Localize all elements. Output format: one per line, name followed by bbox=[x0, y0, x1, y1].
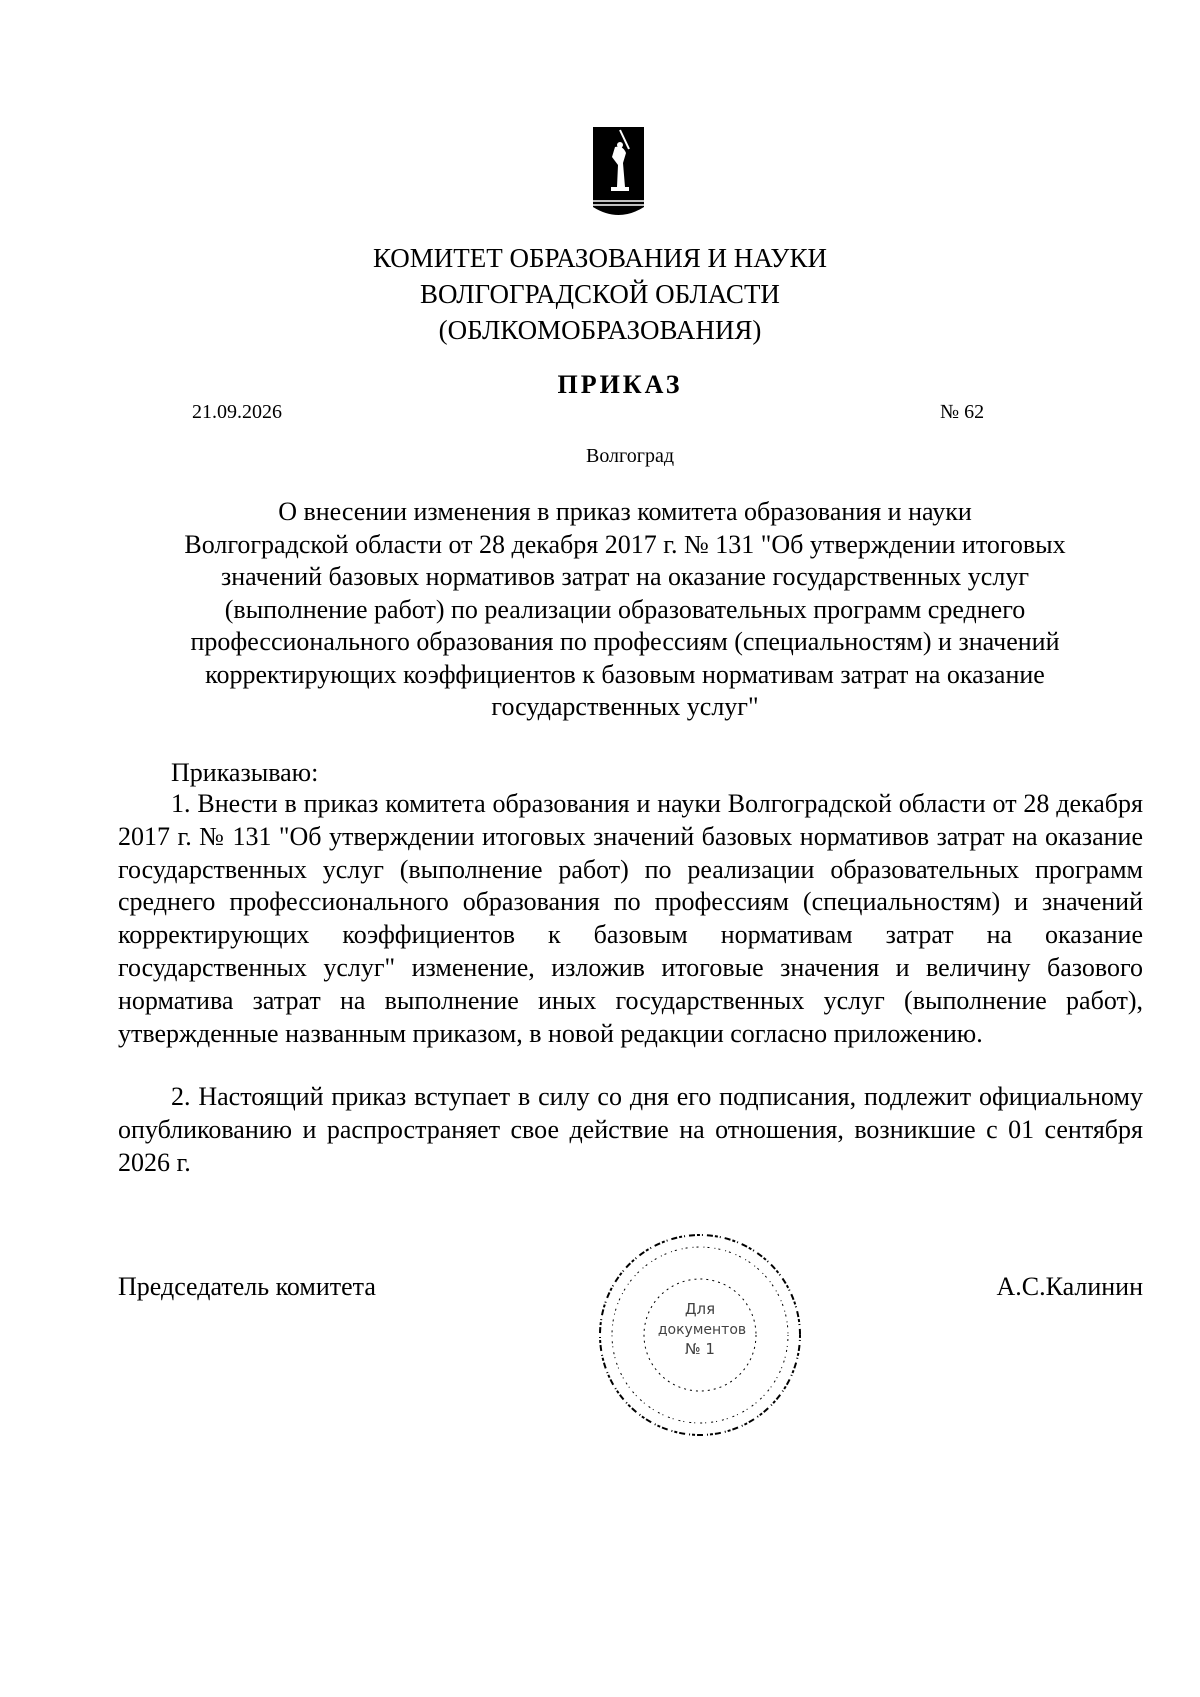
org-line-2: ВОЛГОГРАДСКОЙ ОБЛАСТИ bbox=[420, 279, 780, 309]
paragraph-1: 1. Внести в приказ комитета образования и науки Волгоградской области от 28 декабря 2017 г. № 131 "Об утверждении итоговых значений базовых нормативов затрат на оказание государственных услуг (выполнение работ) по реализации образовательных программ среднего профессионального образования по профессиям (специальностям) и значений корректирующих коэффициентов к базовым нормативам затрат на оказание государственных услуг" изменение, изложив итоговые значения и величину базового норматива затрат на выполнение иных государственных услуг (выполнение работ), утвержденные названным приказом, в новой редакции согласно приложению. bbox=[118, 789, 1143, 1048]
paragraph-2: 2. Настоящий приказ вступает в силу со дня его подписания, подлежит официальному опубликованию и распространяет свое действие на отношения, возникшие с 01 сентября 2026 г. bbox=[118, 1082, 1143, 1177]
subject-line: (выполнение работ) по реализации образовательных программ среднего bbox=[224, 594, 1026, 624]
subject-line: корректирующих коэффициентов к базовым нормативам затрат на оказание bbox=[205, 659, 1045, 689]
org-line-3: (ОБЛКОМОБРАЗОВАНИЯ) bbox=[438, 315, 762, 345]
subject-line: О внесении изменения в приказ комитета образования и науки bbox=[278, 497, 972, 526]
subject-line: государственных услуг" bbox=[491, 692, 759, 721]
document-date: 21.09.2026 bbox=[192, 401, 282, 423]
official-stamp bbox=[595, 1230, 805, 1440]
subject-line: Волгоградской области от 28 декабря 2017 г. № 131 "Об утверждении итоговых bbox=[184, 529, 1066, 559]
signatory-name: А.С.Калинин bbox=[996, 1272, 1143, 1301]
org-line-1: КОМИТЕТ ОБРАЗОВАНИЯ И НАУКИ bbox=[372, 243, 828, 273]
document-number: № 62 bbox=[940, 401, 985, 423]
document-city: Волгоград bbox=[585, 445, 675, 467]
ordering-phrase: Приказываю: bbox=[171, 758, 319, 787]
document-subject bbox=[100, 496, 1150, 724]
signatory-title: Председатель комитета bbox=[118, 1272, 376, 1301]
coat-of-arms-emblem bbox=[593, 127, 644, 220]
document-type-title: ПРИКАЗ bbox=[557, 370, 683, 399]
stamp-line-3: № 1 bbox=[685, 1340, 715, 1358]
stamp-line-2: документов bbox=[657, 1322, 747, 1338]
stamp-line-1: Для bbox=[684, 1300, 716, 1318]
subject-line: значений базовых нормативов затрат на оказание государственных услуг bbox=[221, 562, 1029, 591]
organization-name bbox=[0, 240, 1200, 348]
subject-line: профессионального образования по профессиям (специальностям) и значений bbox=[190, 627, 1060, 656]
